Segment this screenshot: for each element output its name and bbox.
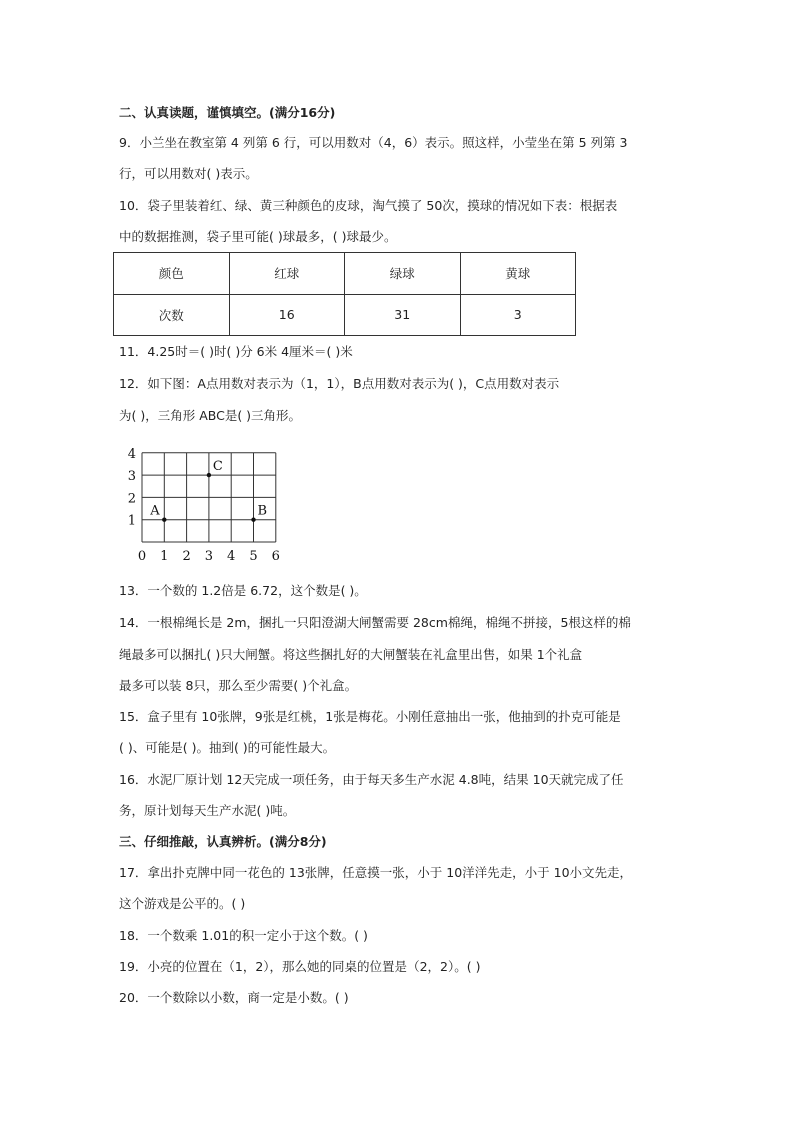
question-14-line-2: 绳最多可以捆扎( )只大闸蟹。将这些捆扎好的大闸蟹装在礼盒里出售，如果 1个礼盒 [119, 647, 583, 662]
table-header-cell: 红球 [229, 253, 345, 295]
x-tick-label: 5 [249, 549, 258, 564]
question-14-line-3: 最多可以装 8只，那么至少需要( )个礼盒。 [119, 678, 358, 693]
coordinate-grid-figure [120, 440, 290, 570]
question-16-line-2: 务，原计划每天生产水泥( )吨。 [119, 803, 296, 818]
y-tick-label: 1 [127, 513, 136, 529]
table-header-cell: 黄球 [460, 253, 576, 295]
question-17-line-2: 这个游戏是公平的。( ) [119, 896, 246, 911]
point-label-b: B [257, 503, 268, 519]
table-header-row [114, 253, 576, 295]
question-19: 19．小亮的位置在（1，2），那么她的同桌的位置是（2，2）。( ) [119, 959, 481, 974]
question-16-line-1: 16．水泥厂原计划 12天完成一项任务，由于每天多生产水泥 4.8吨，结果 10天就完成了任 [119, 772, 624, 787]
table-cell: 3 [460, 294, 576, 336]
table-cell: 16 [229, 294, 345, 336]
table-header-cell: 颜色 [114, 253, 230, 295]
x-tick-label: 6 [271, 549, 280, 564]
table-cell: 31 [345, 294, 461, 336]
table-row [114, 294, 576, 336]
x-tick-label: 0 [137, 549, 147, 564]
question-14-line-1: 14．一根棉绳长是 2m，捆扎一只阳澄湖大闸蟹需要 28cm棉绳，棉绳不拼接，5根这样的棉 [119, 615, 631, 630]
point-label-a: A [150, 503, 160, 519]
y-tick-label: 4 [127, 446, 136, 462]
section-2-heading: 二、认真读题，谨慎填空。(满分16分) [119, 105, 336, 120]
point-label-c: C [212, 459, 223, 475]
y-tick-label: 3 [127, 469, 136, 485]
y-tick-label: 2 [127, 491, 136, 507]
question-12-line-1: 12．如下图：A点用数对表示为（1，1），B点用数对表示为( )，C点用数对表示 [119, 376, 560, 391]
question-12-line-2: 为( )，三角形 ABC是( )三角形。 [119, 408, 302, 423]
question-10-line-2: 中的数据推测，袋子里可能( )球最多，( )球最少。 [119, 229, 397, 244]
point-b [251, 518, 255, 522]
table-header-cell: 绿球 [345, 253, 461, 295]
question-9-line-1: 9．小兰坐在教室第 4 列第 6 行，可以用数对（4，6）表示。照这样，小莹坐在第 5 列第 3 [119, 135, 628, 150]
question-11: 11．4.25时＝( )时( )分 6米 4厘米＝( )米 [119, 344, 353, 359]
x-tick-label: 4 [227, 549, 236, 564]
table-cell: 次数 [114, 294, 230, 336]
question-15-line-2: ( )、可能是( )。抽到( )的可能性最大。 [119, 740, 336, 755]
x-tick-label: 2 [182, 549, 191, 564]
question-17-line-1: 17．拿出扑克牌中同一花色的 13张牌，任意摸一张，小于 10洋洋先走，小于 10小文先走， [119, 865, 633, 880]
question-20: 20．一个数除以小数，商一定是小数。( ) [119, 990, 349, 1005]
point-c [207, 473, 211, 477]
question-18: 18．一个数乘 1.01的积一定小于这个数。( ) [119, 928, 368, 943]
question-15-line-1: 15．盒子里有 10张牌，9张是红桃，1张是梅花。小刚任意抽出一张，他抽到的扑克可能是 [119, 709, 621, 724]
question-10-line-1: 10．袋子里装着红、绿、黄三种颜色的皮球，淘气摸了 50次，摸球的情况如下表：根据表 [119, 198, 618, 213]
section-3-heading: 三、仔细推敲，认真辨析。(满分8分) [119, 834, 327, 849]
x-tick-label: 3 [204, 549, 214, 564]
point-a [162, 518, 166, 522]
x-tick-label: 1 [160, 549, 169, 564]
question-9-line-2: 行，可以用数对( )表示。 [119, 166, 258, 181]
ball-count-table [113, 252, 576, 336]
question-13: 13．一个数的 1.2倍是 6.72，这个数是( )。 [119, 583, 367, 598]
